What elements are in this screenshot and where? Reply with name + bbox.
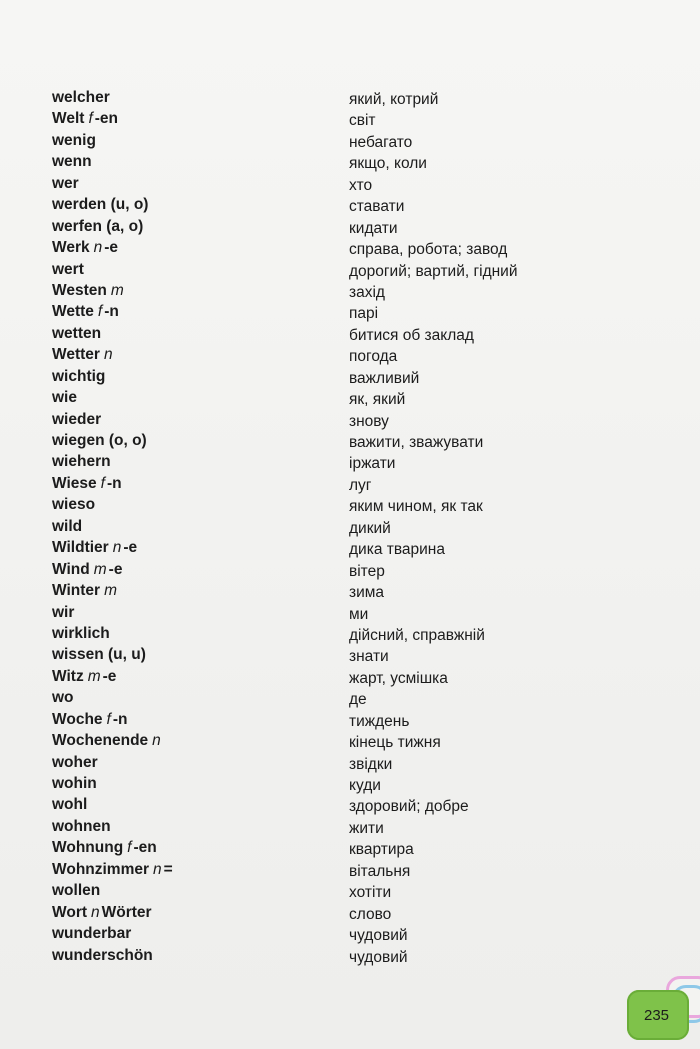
translation: тиждень bbox=[349, 712, 410, 730]
german-word bbox=[52, 560, 122, 580]
headword: wohin bbox=[52, 775, 97, 792]
list-item bbox=[0, 217, 700, 238]
translation: куди bbox=[349, 777, 381, 794]
list-item bbox=[0, 474, 700, 495]
list-item bbox=[0, 838, 700, 859]
translation: де bbox=[349, 691, 367, 709]
list-item bbox=[0, 603, 700, 624]
german-word bbox=[52, 538, 137, 558]
german-word bbox=[52, 667, 116, 687]
headword: Wochenende bbox=[52, 732, 149, 750]
gender-marker: n bbox=[93, 239, 103, 257]
german-word bbox=[52, 731, 163, 751]
list-item bbox=[0, 731, 700, 752]
list-item bbox=[0, 710, 700, 731]
translation: знову bbox=[349, 412, 389, 430]
translation: луг bbox=[349, 476, 372, 494]
list-item bbox=[0, 581, 700, 602]
translation: ставати bbox=[349, 198, 405, 216]
german-word bbox=[52, 281, 126, 301]
german-word bbox=[52, 388, 77, 408]
plural-form: -en bbox=[94, 110, 119, 128]
translation: кінець тижня bbox=[349, 734, 441, 752]
translation: жарт, усмішка bbox=[349, 669, 448, 687]
german-word bbox=[52, 345, 115, 365]
gender-marker: n bbox=[112, 539, 122, 557]
gender-marker: n bbox=[153, 860, 162, 878]
headword: wissen (u, u) bbox=[52, 646, 146, 664]
german-word bbox=[52, 88, 110, 108]
german-word bbox=[52, 817, 111, 837]
translation: яким чином, як так bbox=[349, 498, 483, 516]
list-item bbox=[0, 388, 700, 409]
list-item bbox=[0, 560, 700, 581]
headword: woher bbox=[52, 753, 98, 771]
list-item bbox=[0, 152, 700, 173]
translation: хто bbox=[349, 176, 373, 194]
translation: чудовий bbox=[349, 927, 408, 945]
list-item bbox=[0, 495, 700, 516]
headword: wenig bbox=[52, 131, 96, 149]
plural-form: -e bbox=[104, 239, 119, 257]
list-item bbox=[0, 281, 700, 302]
list-item bbox=[0, 881, 700, 902]
plural-form: -n bbox=[112, 710, 128, 728]
gender-marker: f bbox=[100, 474, 105, 492]
german-word bbox=[52, 238, 118, 258]
headword: Wind bbox=[52, 560, 90, 578]
plural-form: -e bbox=[102, 667, 117, 685]
german-word bbox=[52, 474, 122, 494]
translation: жити bbox=[349, 819, 384, 837]
german-word bbox=[52, 688, 74, 708]
list-item bbox=[0, 367, 700, 388]
gender-marker: m bbox=[104, 582, 118, 600]
german-word bbox=[52, 217, 143, 237]
german-word bbox=[52, 795, 87, 815]
list-item bbox=[0, 131, 700, 152]
gender-marker: n bbox=[91, 903, 100, 921]
translation: звідки bbox=[349, 755, 393, 773]
german-word bbox=[52, 645, 146, 665]
translation: ми bbox=[349, 605, 369, 623]
german-word bbox=[52, 860, 173, 880]
german-word bbox=[52, 324, 101, 344]
plural-form: = bbox=[163, 860, 173, 878]
headword: Wort bbox=[52, 903, 88, 921]
list-item bbox=[0, 238, 700, 259]
headword: werfen (a, o) bbox=[52, 217, 144, 235]
german-word bbox=[52, 581, 119, 601]
translation: хотіти bbox=[349, 884, 392, 902]
translation: іржати bbox=[349, 455, 396, 473]
list-item bbox=[0, 903, 700, 924]
list-item bbox=[0, 345, 700, 366]
german-word bbox=[52, 452, 111, 472]
translation: якщо, коли bbox=[349, 155, 427, 173]
translation: дійсний, справжній bbox=[349, 626, 485, 644]
headword: wiegen (o, o) bbox=[52, 432, 147, 449]
german-word bbox=[52, 152, 92, 172]
headword: Wiese bbox=[52, 474, 97, 492]
translation: світ bbox=[349, 112, 376, 130]
translation: дорогий; вартий, гідний bbox=[349, 262, 518, 280]
translation: небагато bbox=[349, 133, 413, 151]
list-item bbox=[0, 174, 700, 195]
translation: який, котрий bbox=[349, 91, 439, 108]
german-word bbox=[52, 302, 119, 322]
plural-form: -e bbox=[123, 539, 138, 557]
gender-marker: n bbox=[152, 732, 161, 750]
translation: зима bbox=[349, 584, 385, 602]
translation: здоровий; добре bbox=[349, 798, 469, 816]
list-item bbox=[0, 774, 700, 795]
headword: Wildtier bbox=[52, 539, 109, 557]
headword: Wohnung bbox=[52, 839, 124, 857]
german-word bbox=[52, 710, 127, 730]
translation: дика тварина bbox=[349, 541, 445, 559]
gender-marker: f bbox=[97, 303, 103, 321]
list-item bbox=[0, 195, 700, 216]
german-word bbox=[52, 195, 148, 215]
german-word bbox=[52, 924, 131, 944]
german-word bbox=[52, 174, 79, 194]
german-word bbox=[52, 838, 157, 858]
translation: важити, зважувати bbox=[349, 434, 484, 451]
list-item bbox=[0, 688, 700, 709]
translation: справа, робота; завод bbox=[349, 241, 508, 259]
list-item bbox=[0, 624, 700, 645]
plural-form: -n bbox=[106, 474, 122, 492]
german-word bbox=[52, 431, 147, 451]
list-item bbox=[0, 88, 700, 109]
translation: погода bbox=[349, 348, 398, 366]
translation: важливий bbox=[349, 369, 420, 387]
headword: wollen bbox=[52, 882, 101, 900]
headword: wir bbox=[52, 603, 75, 621]
headword: wunderschön bbox=[52, 946, 153, 964]
gender-marker: f bbox=[127, 839, 132, 857]
list-item bbox=[0, 924, 700, 945]
headword: Woche bbox=[52, 710, 103, 728]
list-item bbox=[0, 946, 700, 967]
headword: wirklich bbox=[52, 624, 110, 642]
headword: Welt bbox=[52, 110, 85, 128]
list-item bbox=[0, 302, 700, 323]
headword: Werk bbox=[52, 239, 90, 257]
german-word bbox=[52, 367, 105, 387]
german-word bbox=[52, 881, 100, 901]
headword: Winter bbox=[52, 582, 101, 600]
list-item bbox=[0, 517, 700, 538]
translation: знати bbox=[349, 648, 389, 666]
plural-form: -n bbox=[104, 303, 119, 321]
headword: wetten bbox=[52, 324, 102, 342]
german-word bbox=[52, 903, 152, 923]
gender-marker: m bbox=[110, 281, 124, 299]
headword: wieder bbox=[52, 410, 102, 428]
list-item bbox=[0, 645, 700, 666]
headword: wunderbar bbox=[52, 925, 132, 943]
headword: wohnen bbox=[52, 817, 111, 835]
translation: вітальня bbox=[349, 862, 411, 880]
list-item bbox=[0, 410, 700, 431]
headword: Wohnzimmer bbox=[52, 860, 150, 878]
translation: парі bbox=[349, 305, 379, 323]
gender-marker: f bbox=[106, 710, 111, 728]
translation: кидати bbox=[349, 219, 398, 237]
headword: wer bbox=[52, 174, 79, 192]
list-item bbox=[0, 109, 700, 130]
translation: квартира bbox=[349, 841, 414, 859]
list-item bbox=[0, 753, 700, 774]
translation: слово bbox=[349, 905, 392, 923]
list-item bbox=[0, 324, 700, 345]
headword: wieso bbox=[52, 496, 96, 514]
headword: Westen bbox=[52, 281, 107, 299]
gender-marker: n bbox=[103, 346, 113, 364]
list-item bbox=[0, 452, 700, 473]
list-item bbox=[0, 260, 700, 281]
german-word bbox=[52, 131, 96, 151]
plural-form: -e bbox=[108, 560, 123, 578]
headword: welcher bbox=[52, 89, 110, 106]
list-item bbox=[0, 667, 700, 688]
list-item bbox=[0, 817, 700, 838]
plural-form: Wörter bbox=[101, 903, 152, 921]
german-word bbox=[52, 946, 153, 966]
list-item bbox=[0, 860, 700, 881]
german-word bbox=[52, 774, 97, 794]
translation: як, який bbox=[349, 391, 406, 409]
german-word bbox=[52, 495, 95, 515]
german-word bbox=[52, 260, 84, 280]
gender-marker: m bbox=[93, 560, 107, 578]
german-word bbox=[52, 753, 98, 773]
translation: битися об заклад bbox=[349, 326, 474, 344]
german-word bbox=[52, 517, 82, 537]
german-word bbox=[52, 109, 118, 129]
german-word bbox=[52, 410, 101, 430]
headword: wo bbox=[52, 689, 74, 707]
list-item bbox=[0, 538, 700, 559]
headword: Wette bbox=[52, 303, 94, 321]
plural-form: -en bbox=[133, 839, 157, 857]
headword: wiehern bbox=[52, 453, 111, 471]
gender-marker: f bbox=[88, 110, 93, 128]
headword: wie bbox=[52, 389, 77, 407]
german-word bbox=[52, 624, 110, 644]
headword: wohl bbox=[52, 796, 88, 814]
vocabulary-list bbox=[0, 88, 700, 967]
translation: чудовий bbox=[349, 948, 408, 966]
headword: wild bbox=[52, 517, 83, 535]
translation: вітер bbox=[349, 562, 385, 580]
page-number: 235 bbox=[644, 1007, 670, 1024]
headword: wert bbox=[52, 260, 84, 278]
headword: wichtig bbox=[52, 367, 106, 385]
translation: захід bbox=[349, 283, 385, 301]
headword: wenn bbox=[52, 153, 92, 171]
headword: werden (u, o) bbox=[52, 196, 149, 214]
headword: Wetter bbox=[52, 346, 100, 364]
gender-marker: m bbox=[87, 667, 101, 685]
list-item bbox=[0, 431, 700, 452]
translation: дикий bbox=[349, 519, 391, 537]
list-item bbox=[0, 795, 700, 816]
german-word bbox=[52, 603, 74, 623]
headword: Witz bbox=[52, 667, 84, 685]
